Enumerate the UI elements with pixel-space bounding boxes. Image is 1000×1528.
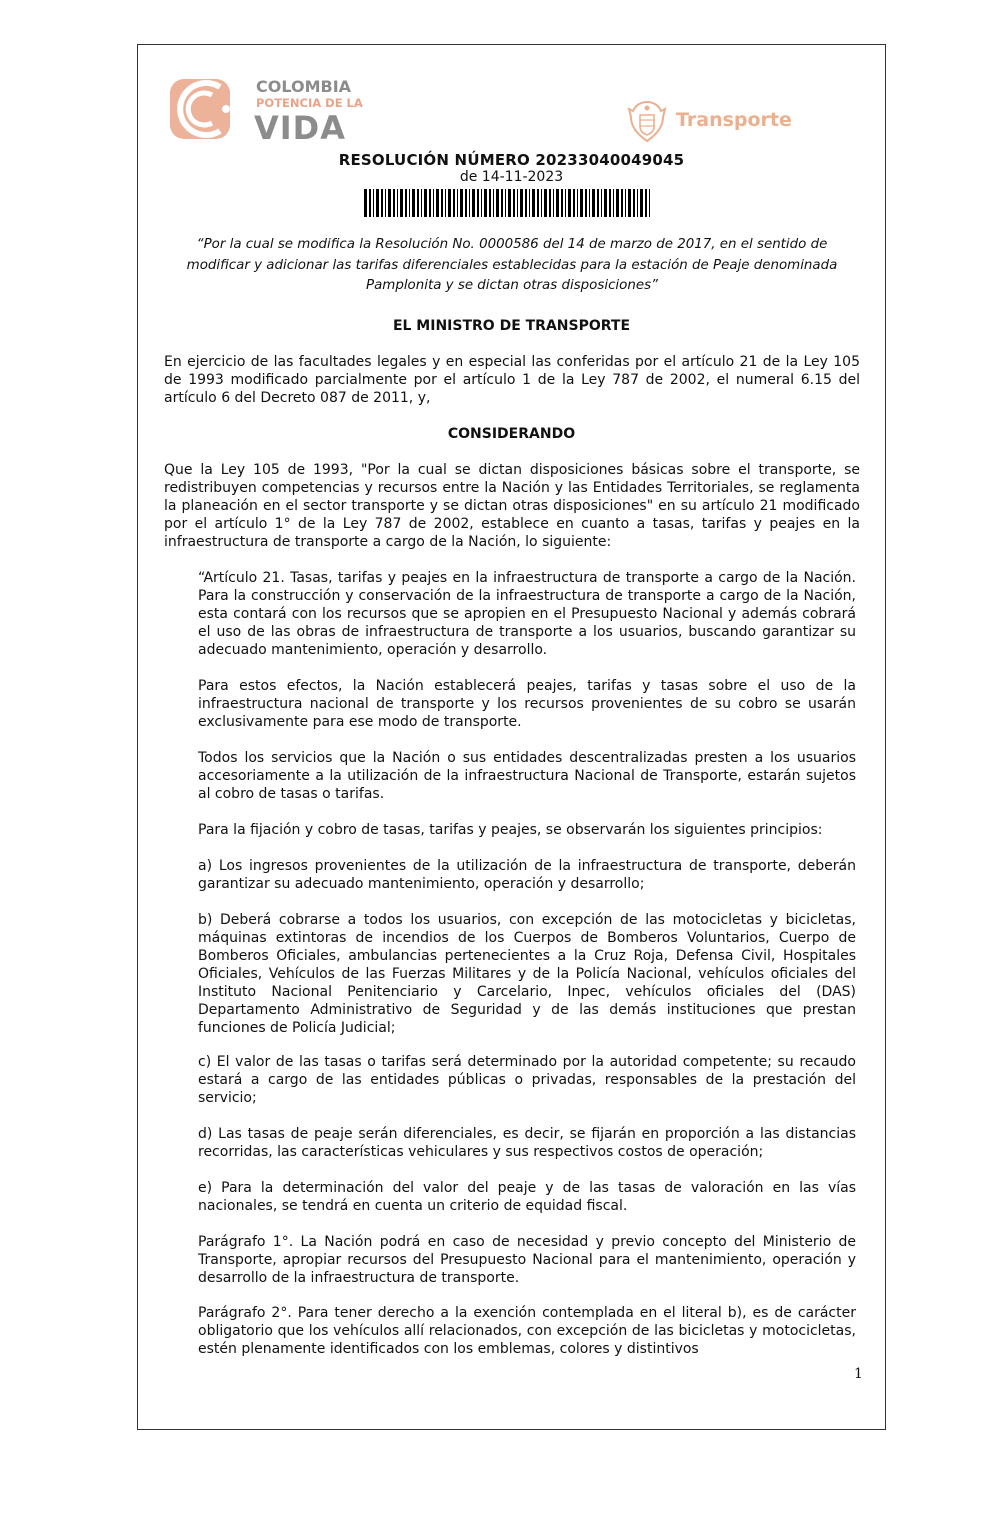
barcode-icon [364, 189, 654, 217]
quote-paragraph-principios: Para la fijación y cobro de tasas, tarifas y peajes, se observarán los siguientes principios: [198, 822, 823, 838]
quote-item-a: a) Los ingresos provenientes de la utilización de la infraestructura de transporte, deberán garantizar su adecuado mantenimiento, operación y desarrollo; [198, 858, 856, 892]
quote-item-d: d) Las tasas de peaje serán diferenciales, es decir, se fijarán en proporción a las distancias recorridas, las características vehiculares y sus respectivos costos de operación; [198, 1126, 856, 1160]
quote-paragraph-peajes: Para estos efectos, la Nación establecerá peajes, tarifas y tasas sobre el uso de la infraestructura nacional de transporte y los recursos provenientes de su cobro se usarán exclusivamente para ese modo de transporte. [198, 678, 856, 730]
coat-of-arms-icon [626, 99, 668, 145]
document-page [137, 44, 886, 1430]
quote-paragraph-servicios: Todos los servicios que la Nación o sus entidades descentralizadas presten a los usuarios accesoriamente a la utilización de la infraestructura Nacional de Transporte, estarán sujetos al cobro de tasas o tarifas. [198, 750, 856, 802]
considerando-paragraph: Que la Ley 105 de 1993, "Por la cual se dictan disposiciones básicas sobre el transporte, se redistribuyen competencias y recursos entre la Nación y las Entidades Territoriales, se reglamenta la planeación en el sector transporte y se dictan otras disposiciones" en su artículo 21 modificado por el artículo 1° de la Ley 787 de 2002, establece en cuanto a tasas, tarifas y peajes en la infraestructura de transporte a cargo de la Nación, lo siguiente: [164, 462, 860, 550]
page-number: 1 [854, 1366, 863, 1382]
quote-article-21: “Artículo 21. Tasas, tarifas y peajes en la infraestructura de transporte a cargo de la Nación. Para la construcción y conservación de la infraestructura de transporte a cargo de la Nación, esta contará con los recursos que se apropien en el Presupuesto Nacional y además cobrará el uso de las obras de infraestructura de transporte a los usuarios, buscando garantizar su adecuado mantenimiento, operación y desarrollo. [198, 570, 856, 658]
quote-item-b: b) Deberá cobrarse a todos los usuarios, con excepción de las motocicletas y bicicletas, máquinas extintoras de incendios de los Cuerpos de Bomberos Voluntarios, Cuerpo de Bomberos Oficiales, ambulancias pertenecientes a la Cruz Roja, Defensa Civil, Hospitales Oficiales, Vehículos de las Fuerzas Militares y de la Policía Nacional, vehículos oficiales del Instituto Nacional Penitenciario y Carcelario, Inpec, vehículos oficiales del (DAS) Departamento Administrativo de Seguridad y de las demás instituciones que prestan funciones de Policía Judicial; [198, 912, 856, 1036]
quote-item-e: e) Para la determinación del valor del peaje y de las tasas de valoración en las vías nacionales, se tendrá en cuenta un criterio de equidad fiscal. [198, 1180, 856, 1214]
logo-line-vida: VIDA [254, 109, 346, 147]
colombia-potencia-de-la-vida-logo [168, 73, 368, 147]
considerando-heading: CONSIDERANDO [447, 426, 576, 442]
logo-line-colombia: COLOMBIA [256, 77, 352, 96]
logo-line-potencia: POTENCIA DE LA [256, 96, 363, 110]
minister-heading: EL MINISTRO DE TRANSPORTE [392, 318, 631, 334]
quote-item-c: c) El valor de las tasas o tarifas será determinado por la autoridad competente; su recaudo estará a cargo de las entidades públicas o privadas, responsables de la prestación del servicio; [198, 1054, 856, 1106]
resolution-date: de 14-11-2023 [459, 169, 564, 185]
quote-paragrafo-1: Parágrafo 1°. La Nación podrá en caso de necesidad y previo concepto del Ministerio de Transporte, apropiar recursos del Presupuesto Nacional para el mantenimiento, operación y desarrollo de la infraestructura de transporte. [198, 1234, 856, 1286]
resolution-number: RESOLUCIÓN NÚMERO 20233040049045 [338, 151, 685, 169]
preamble-paragraph: En ejercicio de las facultades legales y en especial las conferidas por el artículo 21 de la Ley 105 de 1993 modificado parcialmente por el artículo 1 de la Ley 787 de 2002, el numeral 6.15 del artículo 6 del Decreto 087 de 2011, y, [164, 354, 860, 406]
resolution-title-quote: “Por la cual se modifica la Resolución No. 0000586 del 14 de marzo de 2017, en el sentido de modificar y adicionar las tarifas diferenciales establecidas para la estación de Peaje denominada Pamplonita y se dictan otras disposiciones” [186, 237, 838, 293]
quote-paragrafo-2: Parágrafo 2°. Para tener derecho a la exención contemplada en el literal b), es de carácter obligatorio que los vehículos allí relacionados, con excepción de las bicicletas y motocicletas, estén plenamente identificados con los emblemas, colores y distintivos [198, 1305, 856, 1357]
ministerio-transporte-logo [626, 99, 796, 145]
logo-transporte-text: Transporte [676, 109, 792, 131]
